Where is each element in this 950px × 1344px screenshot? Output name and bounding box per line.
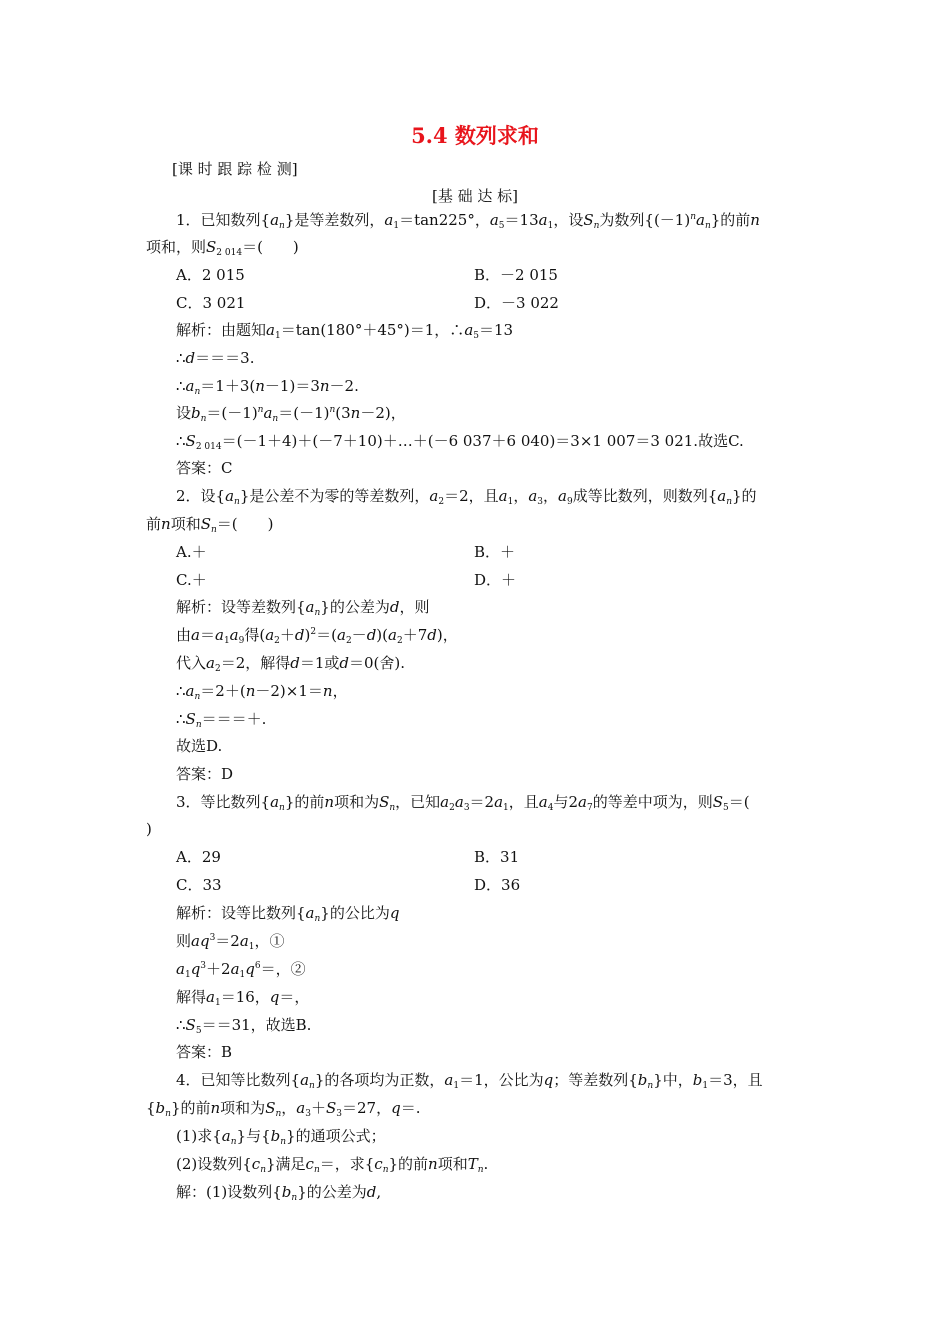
tracking-label: [课 时 跟 踪 检 测] — [172, 160, 298, 178]
problem-2-solution-4: $\therefore a_n=2+(n-2)\times 1=n$， — [176, 682, 348, 702]
problem-3-stem-line-2: ) — [146, 820, 152, 838]
problem-1-solution-4: 设$b_n=(-1)^na_n=(-1)^n(3n-2)$， — [176, 404, 406, 424]
section-label: [基 础 达 标] — [431, 187, 518, 205]
page-title: 5.4 数列求和 — [411, 123, 539, 148]
problem-4-question-2: (2)设数列$\{c_n\}$满足$c_n=$，求$\{c_n\}$的前n项和$T_n$. — [176, 1155, 489, 1175]
problem-3-stem-line-1: 3．等比数列$\{a_n\}$的前n项和为$S_n$，已知$a_2a_3=2a_1$，且$a_4$与$2a_7$的等差中项为，则$S_5=$( — [176, 793, 750, 813]
problem-3-option-d: D．36 — [474, 876, 521, 894]
problem-4-stem-line-2: $\{b_n\}$的前n项和为$S_n$，$a_3+S_3=27$，q＝. — [146, 1099, 421, 1119]
problem-1-stem-line-1: 1．已知数列$\{a_n\}$是等差数列，$a_1=\tan 225^\circ$，$a_5=13a_1$，设$S_n$为数列$\{(-1)^na_n\}$的前n — [176, 211, 760, 231]
problem-2-solution-6: 故选D. — [176, 737, 223, 755]
problem-2-solution-3: 代入$a_2=2$，解得d＝1或d＝0(舍). — [176, 654, 406, 674]
problem-1-answer: 答案：C — [176, 459, 233, 477]
problem-3-solution-1: 解析：设等比数列$\{a_n\}$的公比为q — [176, 904, 400, 924]
problem-1-option-b: B．－2 015 — [474, 266, 558, 284]
problem-2-solution-5: $\therefore S_n===+$. — [176, 710, 267, 730]
problem-3-solution-5: $\therefore S_5==31$，故选B. — [176, 1016, 312, 1036]
problem-2-stem-line-1: 2．设$\{a_n\}$是公差不为零的等差数列，$a_2=2$，且$a_1$，$a_3$，$a_9$成等比数列，则数列$\{a_n\}$的 — [176, 487, 757, 507]
problem-2-option-d: D．＋ — [474, 571, 517, 589]
problem-1-option-c: C．3 021 — [176, 294, 246, 312]
problem-2-answer: 答案：D — [176, 765, 234, 783]
problem-2-option-c: C.＋ — [176, 571, 207, 589]
problem-1-solution-5: $\therefore S_{2 014}=(-1+4)+(-7+10)+\dots+(-6$ 037＋6 040)＝3×1 007＝3 021.故选C. — [176, 432, 744, 452]
problem-1-solution-1: 解析：由题知$a_1=\tan(180^\circ+45^\circ)=1$，$\therefore a_5=13$ — [176, 321, 514, 341]
problem-2-solution-2: 由$a=a_1a_9$得$(a_2+d)^2=(a_2-d)(a_2+7d)$， — [176, 626, 458, 646]
problem-4-solution-1: 解：(1)设数列$\{b_n\}$的公差为d, — [176, 1183, 382, 1203]
problem-1-option-d: D．－3 022 — [474, 294, 559, 312]
problem-1-solution-2: ∴d＝＝＝3. — [176, 349, 255, 367]
problem-2-option-b: B．＋ — [474, 543, 516, 561]
problem-2-stem-line-2: 前n项和$S_n=$( ) — [146, 515, 274, 535]
problem-3-option-c: C．33 — [176, 876, 222, 894]
problem-2-solution-1: 解析：设等差数列$\{a_n\}$的公差为d，则 — [176, 598, 430, 618]
problem-3-answer: 答案：B — [176, 1043, 233, 1061]
problem-3-option-b: B．31 — [474, 848, 520, 866]
problem-1-option-a: A．2 015 — [176, 266, 245, 284]
problem-4-stem-line-1: 4．已知等比数列$\{a_n\}$的各项均为正数，$a_1=1$，公比为q；等差数列$\{b_n\}$中，$b_1=3$，且 — [176, 1071, 763, 1091]
problem-1-solution-3: $\therefore a_n=1+3(n-1)=3n-2$. — [176, 377, 359, 397]
problem-3-solution-2: 则$aq^3=2a_1$，① — [176, 932, 285, 952]
problem-3-solution-4: 解得$a_1=16$，q＝， — [176, 988, 310, 1008]
problem-4-question-1: (1)求$\{a_n\}$与$\{b_n\}$的通项公式； — [176, 1127, 386, 1147]
problem-3-solution-3: $a_1q^3+2a_1q^6=$，② — [176, 960, 306, 980]
problem-1-stem-line-2: 项和，则$S_{2 014}=$( ) — [146, 238, 299, 258]
problem-3-option-a: A．29 — [176, 848, 221, 866]
problem-2-option-a: A.＋ — [176, 543, 207, 561]
